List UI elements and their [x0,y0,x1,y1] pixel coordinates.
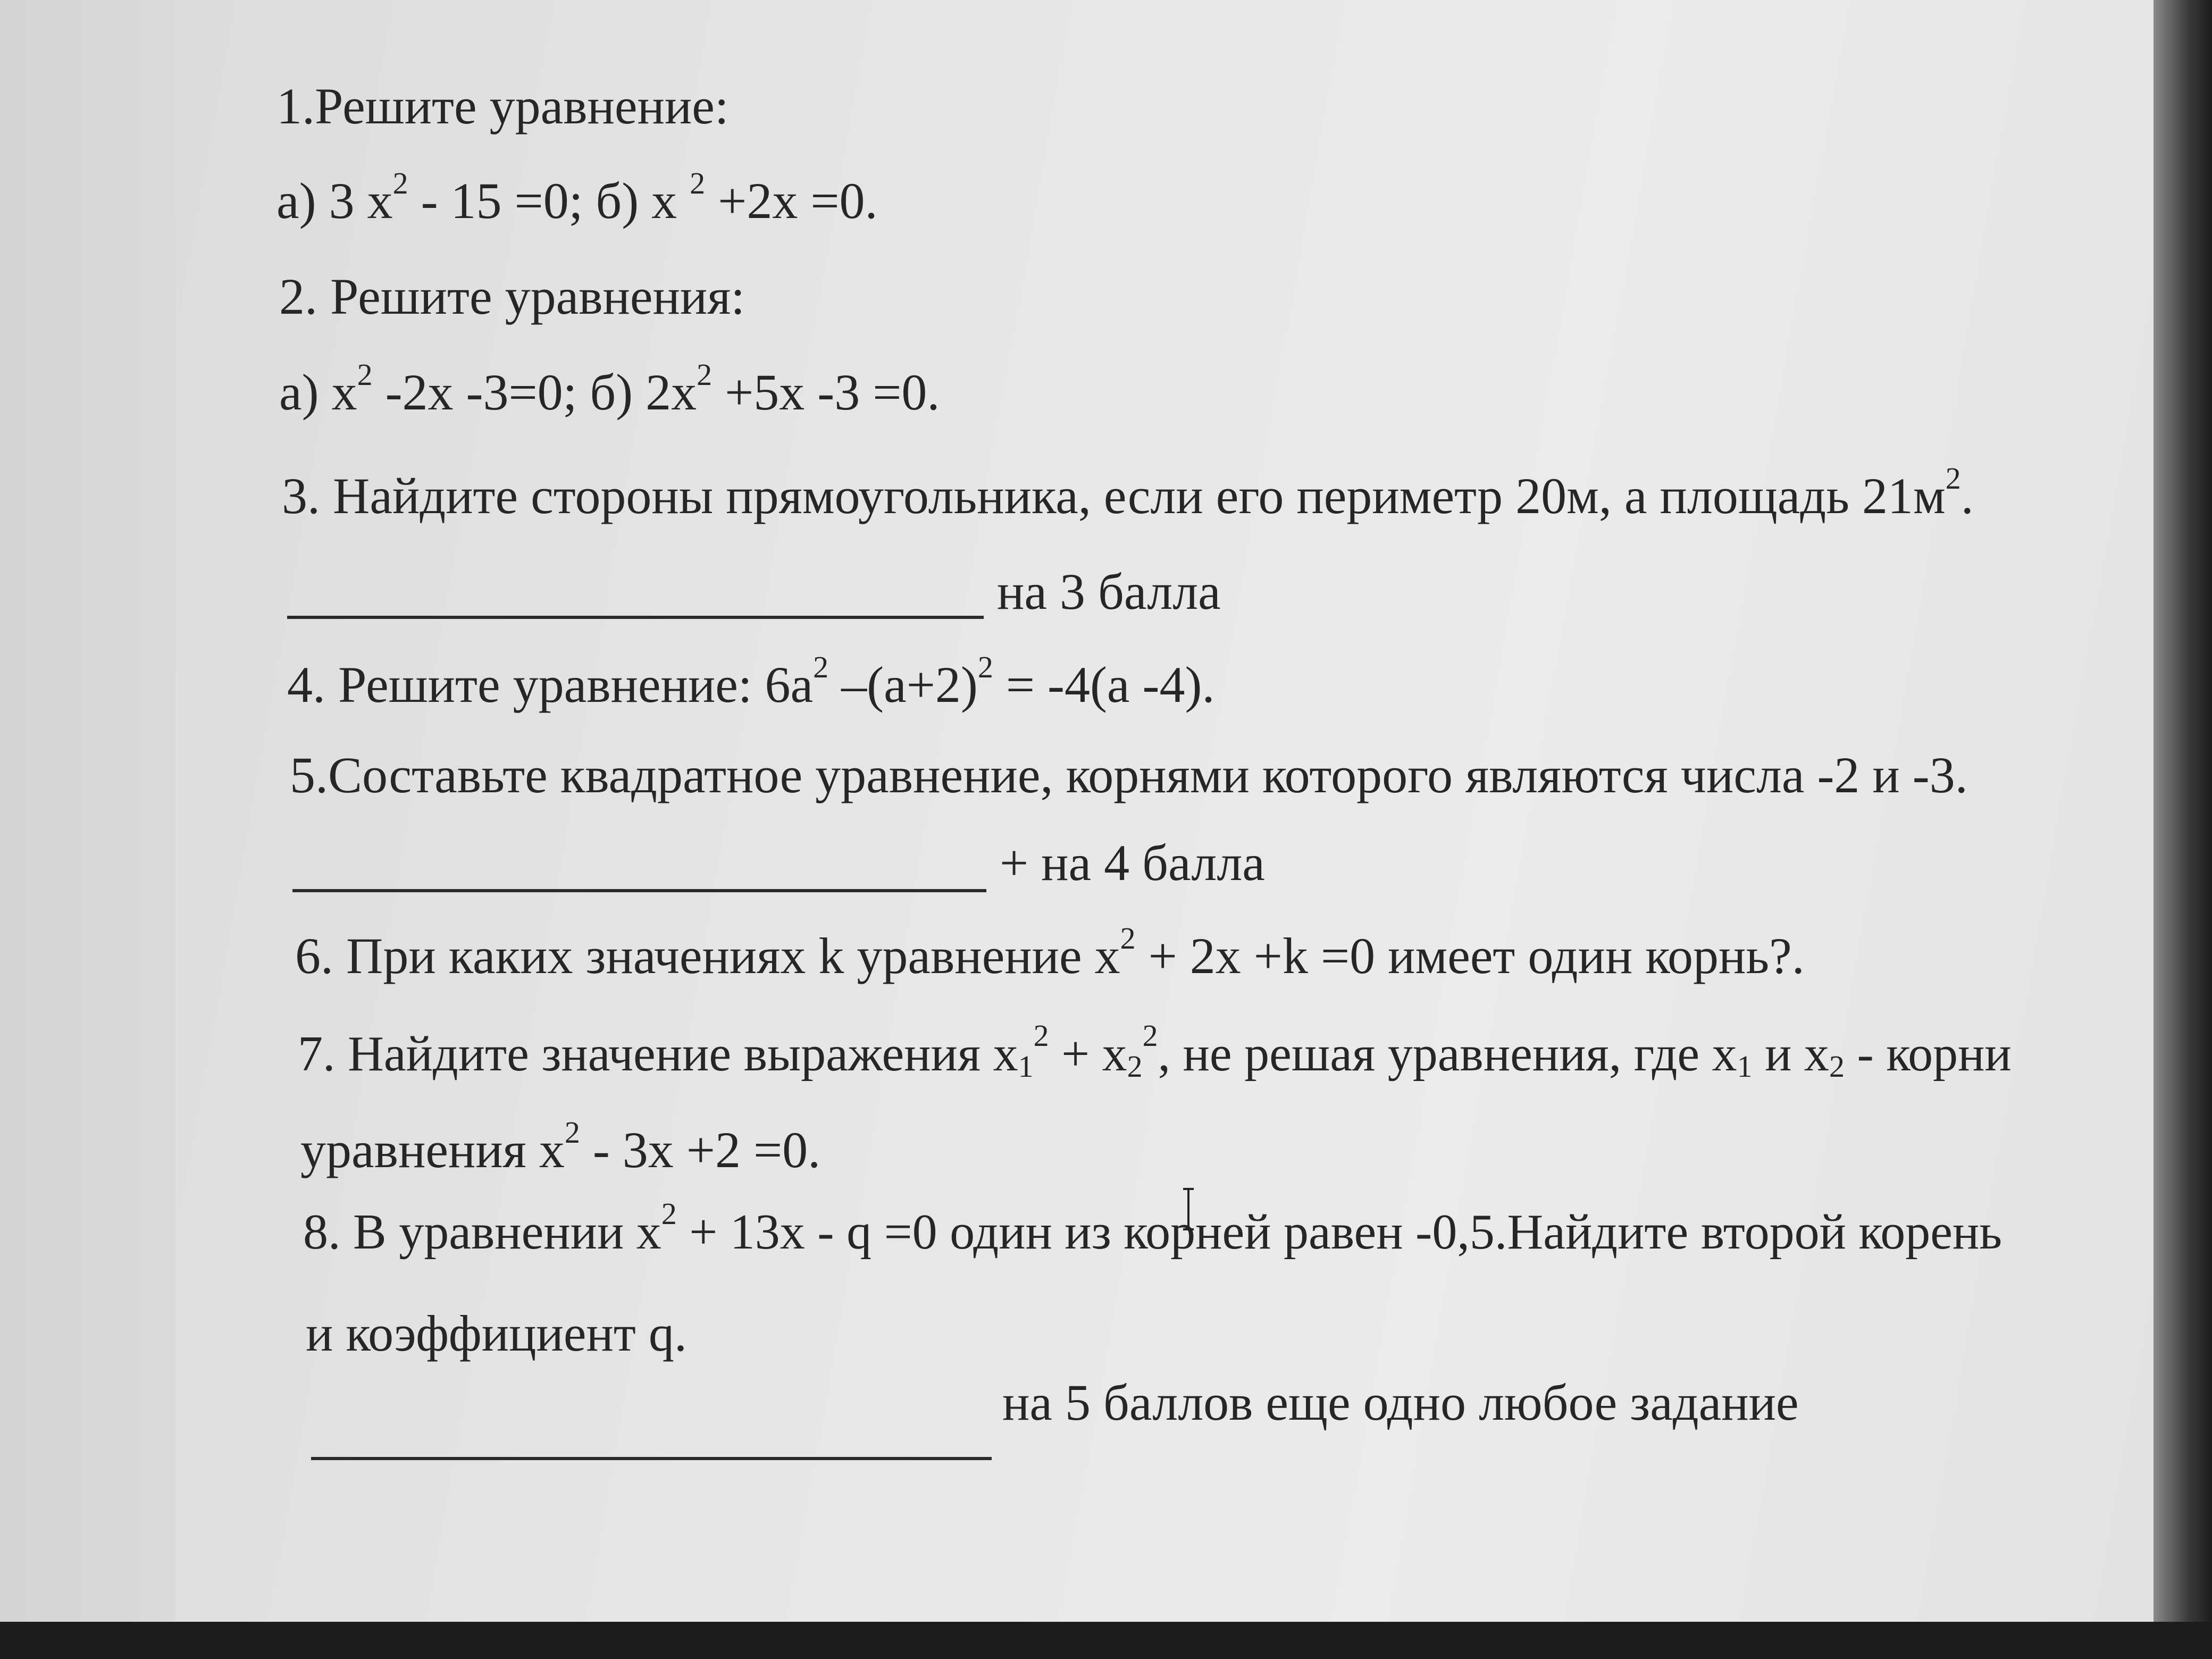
monitor-bezel-bottom [0,1622,2212,1659]
task-4-suffix: = -4(a -4). [993,656,1215,713]
task-7-subscript-1: 1 [1018,1049,1034,1084]
answer-line-3 [287,616,984,619]
task-7-mid: , не решая уравнения, где x [1158,1026,1737,1082]
task-7-line-2-suffix: - 3x +2 =0. [580,1121,821,1178]
task-4-prefix: 4. Решите уравнение: 6a [287,656,814,713]
task-7-line-2 [300,1115,821,1178]
task-1b-exponent: 2 [690,166,706,200]
task-6 [295,921,1805,984]
answer-line-4 [292,889,986,892]
task-2a-prefix: а) x [279,364,357,421]
task-8 [303,1196,2002,1260]
task-2-equations [279,357,940,421]
task-7-prefix: 7. Найдите значение выражения x [298,1026,1018,1082]
grade-4-label [1000,834,1265,891]
task-1a-exponent: 2 [392,166,408,200]
task-8-prefix: 8. В уравнении x [303,1204,661,1260]
answer-line-5 [311,1457,992,1460]
monitor-bezel-right [2154,0,2212,1659]
task-7-exponent-2: 2 [1142,1018,1158,1053]
task-7-and: и x [1752,1026,1829,1082]
task-3-exponent: 2 [1945,461,1961,496]
task-5 [290,747,1968,803]
task-4-exponent-2: 2 [977,650,993,684]
task-2b-suffix: +5x -3 =0. [712,364,940,421]
task-8-line-2-text: и коэффициент q. [306,1305,687,1362]
text-cursor-icon [1182,1187,1195,1231]
task-7-plus: + x [1049,1026,1127,1082]
task-7-exponent-1: 2 [1033,1018,1049,1053]
grade-4-label-text: + на 4 балла [1000,834,1265,891]
task-3-end: . [1960,467,1974,524]
task-7-subscript-4: 2 [1829,1049,1845,1084]
grade-5-label-text: на 5 баллов еще одно любое задание [1002,1374,1799,1431]
task-6-prefix: 6. При каких значениях k уравнение x [295,927,1120,984]
task-7-suffix: - корни [1844,1026,2012,1082]
task-7-line-2-exponent: 2 [564,1115,580,1150]
task-3-text: 3. Найдите стороны прямоугольника, если его периметр 20м, а площадь 21м [282,467,1946,524]
task-2a-suffix: -2x -3=0; б) 2x [372,364,697,421]
task-1-title [276,78,729,135]
task-7-line-2-prefix: уравнения x [300,1121,565,1178]
task-6-suffix: + 2x +k =0 имеет один корнь?. [1135,927,1805,984]
task-2b-exponent: 2 [697,357,713,392]
task-7-subscript-2: 2 [1127,1049,1143,1084]
grade-3-label [997,563,1221,620]
task-1-title-text: 1.Решите уравнение: [276,78,729,135]
task-4-mid: –(a+2) [828,656,978,713]
grade-5-label [1002,1374,1799,1431]
task-1a-prefix: а) 3 x [276,172,393,229]
task-8-suffix: + 13x - q =0 один из корней равен -0,5.Найдите второй корень [676,1204,2002,1260]
task-2a-exponent: 2 [357,357,373,392]
task-1-equations [276,166,878,229]
task-1a-suffix: - 15 =0; б) x [408,172,690,229]
task-3 [282,461,1974,524]
task-8-exponent: 2 [661,1196,677,1231]
task-5-text: 5.Составьте квадратное уравнение, корнями которого являются числа -2 и -3. [290,747,1968,803]
task-6-exponent: 2 [1120,921,1136,956]
task-1b-suffix: +2x =0. [705,172,878,229]
task-8-line-2 [306,1305,687,1362]
task-4 [287,650,1215,713]
task-7 [298,1018,2012,1084]
grade-3-label-text: на 3 балла [997,563,1221,620]
task-2-title-text: 2. Решите уравнения: [279,268,745,325]
task-4-exponent-1: 2 [813,650,829,684]
task-2-title [279,268,745,325]
task-7-subscript-3: 1 [1737,1049,1753,1084]
left-margin [0,0,175,1659]
